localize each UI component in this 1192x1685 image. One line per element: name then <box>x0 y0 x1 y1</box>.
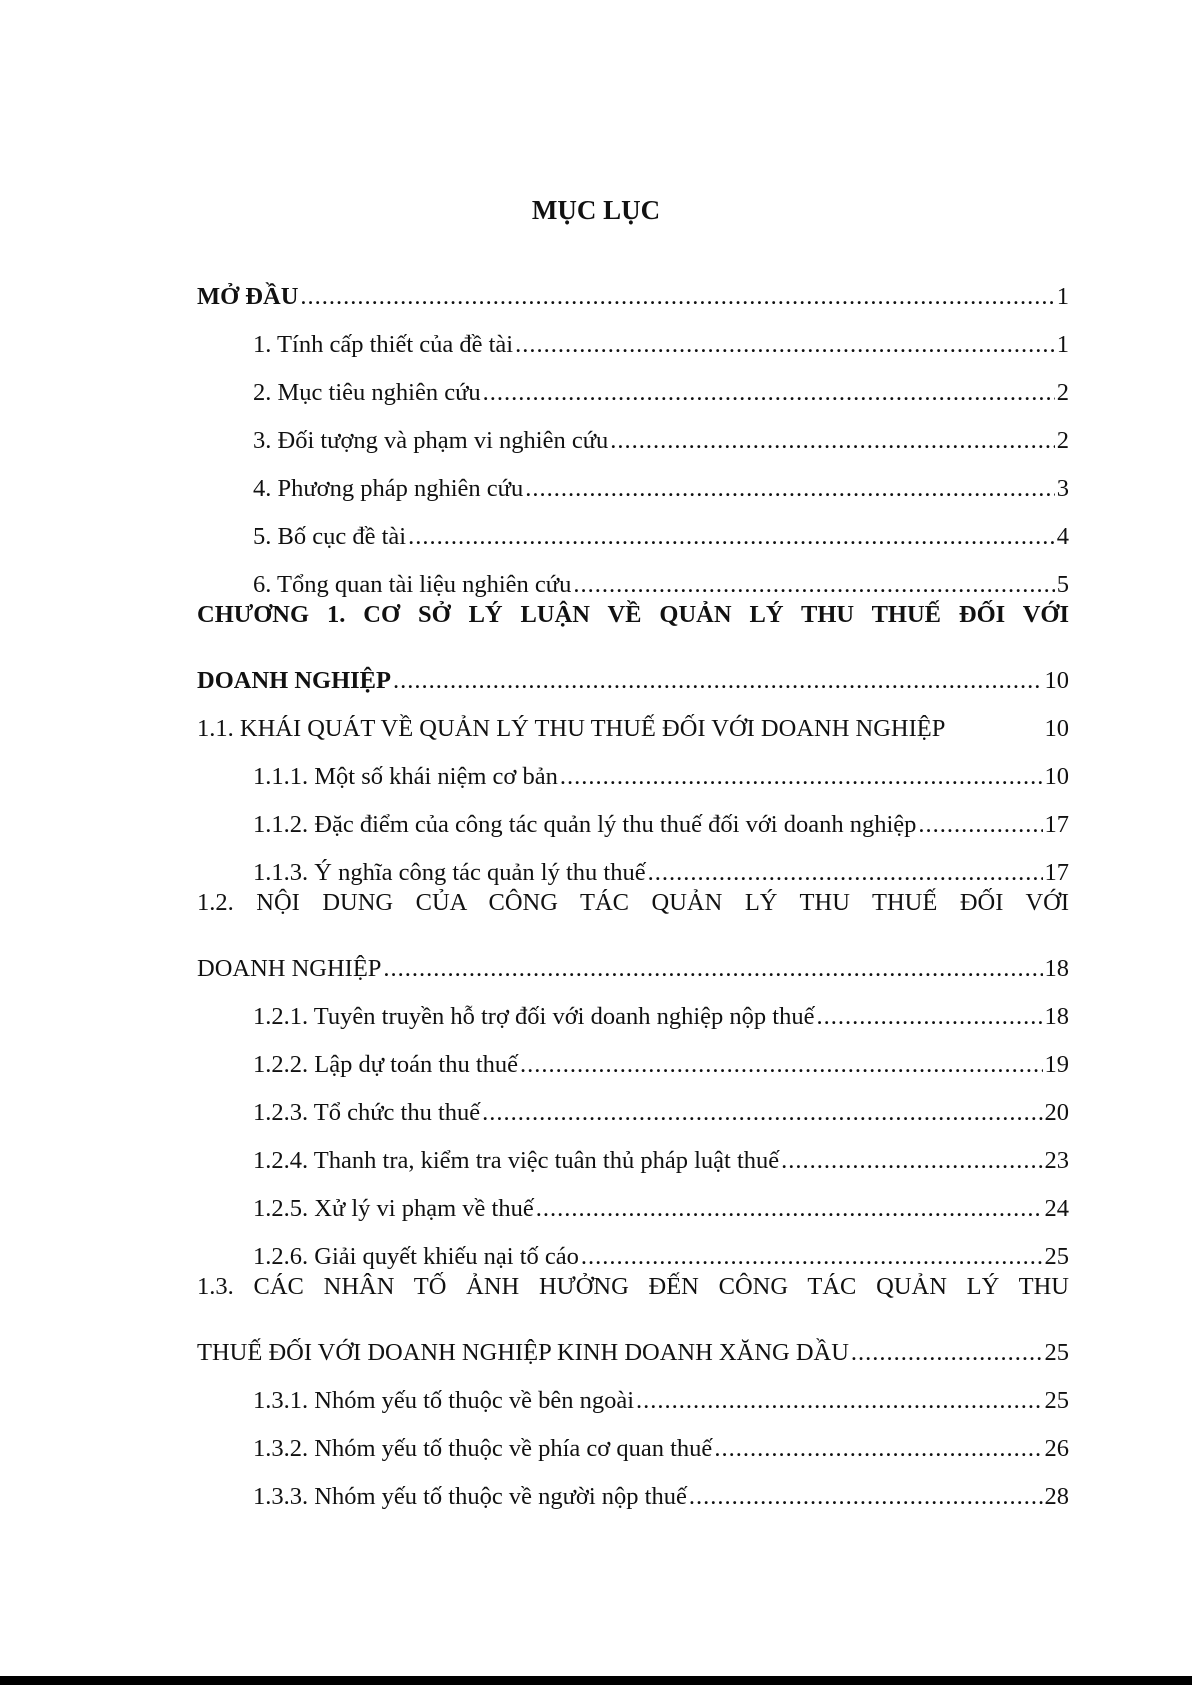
toc-title: MỤC LỤC <box>531 195 661 225</box>
toc-leader-dots <box>520 1050 1042 1080</box>
toc-entry <box>197 312 1069 360</box>
toc-entry-label: 4. Phương pháp nghiên cứu <box>253 475 524 502</box>
toc-entry-label: 1.1. KHÁI QUÁT VỀ QUẢN LÝ THU THUẾ ĐỐI VỚI DOANH NGHIỆP <box>197 715 946 742</box>
toc-entry-label: 1.3.3. Nhóm yếu tố thuộc về người nộp thuế <box>253 1483 687 1510</box>
toc-entry-label: 5. Bố cục đề tài <box>253 523 407 550</box>
toc-leader-dots <box>525 474 1055 504</box>
toc-entry-page-number: 23 <box>1044 1147 1069 1174</box>
toc-entry <box>197 264 1069 312</box>
toc-leader-dots <box>536 1194 1043 1224</box>
toc-entry-label: 1.1.1. Một số khái niệm cơ bản <box>253 763 558 790</box>
toc-entry <box>197 744 1069 792</box>
toc-entry-label: 1.2.5. Xử lý vi phạm về thuế <box>253 1195 534 1222</box>
toc-entry-page-number: 3 <box>1056 475 1069 502</box>
toc-entry <box>197 1320 1069 1368</box>
toc-entry <box>197 1128 1069 1176</box>
toc-entry-page-number: 28 <box>1044 1483 1069 1510</box>
toc-entry-label: THUẾ ĐỐI VỚI DOANH NGHIỆP KINH DOANH XĂNG DẦU <box>197 1339 849 1366</box>
toc-entry-page-number: 25 <box>1044 1387 1069 1414</box>
toc-entry <box>197 360 1069 408</box>
toc-entry-label: CHƯƠNG 1. CƠ SỞ LÝ LUẬN VỀ QUẢN LÝ THU THUẾ ĐỐI VỚI <box>197 601 1069 628</box>
toc-entry-label: 2. Mục tiêu nghiên cứu <box>253 379 481 406</box>
toc-entry-page-number: 1 <box>1056 331 1069 358</box>
toc-entry <box>197 1272 1069 1320</box>
toc-entry <box>197 1464 1069 1512</box>
toc-entry-label: DOANH NGHIỆP <box>197 667 391 694</box>
toc-leader-dots <box>636 1386 1042 1416</box>
toc-leader-dots <box>515 330 1055 360</box>
toc-entry-page-number: 4 <box>1056 523 1069 550</box>
toc-entry-page-number: 10 <box>1044 715 1069 742</box>
toc-leader-dots <box>482 1098 1042 1128</box>
toc-entry-label: 1.1.3. Ý nghĩa công tác quản lý thu thuế <box>253 859 646 886</box>
toc-leader-dots <box>581 1242 1043 1272</box>
toc-leader-dots <box>851 1338 1043 1368</box>
toc-entry-label: 1.3. CÁC NHÂN TỐ ẢNH HƯỞNG ĐẾN CÔNG TÁC QUẢN LÝ THU <box>197 1273 1069 1300</box>
toc-entry <box>197 504 1069 552</box>
toc-entry <box>197 600 1069 648</box>
toc-entry-label: 1.2.4. Thanh tra, kiểm tra việc tuân thủ pháp luật thuế <box>253 1147 780 1174</box>
toc-leader-dots <box>560 762 1043 792</box>
toc-entry-label: 1.2. NỘI DUNG CỦA CÔNG TÁC QUẢN LÝ THU THUẾ ĐỐI VỚI <box>197 889 1069 916</box>
toc-entry-page-number: 25 <box>1044 1339 1069 1366</box>
toc-entry-label: 1.2.1. Tuyên truyền hỗ trợ đối với doanh nghiệp nộp thuế <box>253 1003 815 1030</box>
toc-leader-dots <box>816 1002 1042 1032</box>
toc-entry <box>197 1080 1069 1128</box>
toc-leader-dots <box>648 858 1043 888</box>
toc-entry-label: 3. Đối tượng và phạm vi nghiên cứu <box>253 427 609 454</box>
toc-leader-dots <box>918 810 1042 840</box>
toc-leader-dots <box>573 570 1054 600</box>
toc-entry-label: 1.2.3. Tổ chức thu thuế <box>253 1099 481 1126</box>
toc-entry <box>197 456 1069 504</box>
toc-entry <box>197 1176 1069 1224</box>
toc-entry-page-number: 2 <box>1056 379 1069 406</box>
toc-entry <box>197 1224 1069 1272</box>
toc-entry-label: 6. Tổng quan tài liệu nghiên cứu <box>253 571 572 598</box>
toc-entry <box>197 408 1069 456</box>
toc-entry-page-number: 19 <box>1044 1051 1069 1078</box>
toc-entry <box>197 1032 1069 1080</box>
toc-entry <box>197 984 1069 1032</box>
toc-entry <box>197 696 1069 744</box>
toc-leader-dots <box>408 522 1055 552</box>
toc-entry-label: 1. Tính cấp thiết của đề tài <box>253 331 514 358</box>
toc-entry-label: 1.3.1. Nhóm yếu tố thuộc về bên ngoài <box>253 1387 635 1414</box>
table-of-contents <box>197 264 1069 1512</box>
toc-leader-dots <box>781 1146 1042 1176</box>
toc-entry-page-number: 5 <box>1056 571 1069 598</box>
toc-leader-dots <box>689 1482 1043 1512</box>
toc-entry <box>197 648 1069 696</box>
toc-leader-dots <box>610 426 1055 456</box>
toc-entry <box>197 888 1069 936</box>
toc-entry-label: MỞ ĐẦU <box>197 283 299 310</box>
toc-entry-page-number: 26 <box>1044 1435 1069 1462</box>
toc-entry <box>197 1416 1069 1464</box>
toc-entry-label: 1.1.2. Đặc điểm của công tác quản lý thu thuế đối với doanh nghiệp <box>253 811 917 838</box>
toc-entry-page-number: 2 <box>1056 427 1069 454</box>
toc-entry-label: DOANH NGHIỆP <box>197 955 382 982</box>
toc-entry-page-number: 1 <box>1056 283 1069 310</box>
toc-entry-page-number: 10 <box>1044 763 1069 790</box>
toc-leader-dots <box>300 282 1054 312</box>
page-bottom-edge <box>0 1676 1192 1685</box>
toc-entry-page-number: 17 <box>1044 811 1069 838</box>
toc-entry-label: 1.3.2. Nhóm yếu tố thuộc về phía cơ quan thuế <box>253 1435 713 1462</box>
toc-entry-page-number: 24 <box>1044 1195 1069 1222</box>
toc-entry <box>197 552 1069 600</box>
toc-entry-page-number: 10 <box>1044 667 1069 694</box>
toc-entry-page-number: 17 <box>1044 859 1069 886</box>
toc-entry-label: 1.2.2. Lập dự toán thu thuế <box>253 1051 519 1078</box>
toc-entry <box>197 1368 1069 1416</box>
toc-entry-page-number: 18 <box>1044 955 1069 982</box>
toc-entry-page-number: 25 <box>1044 1243 1069 1270</box>
toc-entry <box>197 792 1069 840</box>
toc-entry <box>197 936 1069 984</box>
toc-entry-label: 1.2.6. Giải quyết khiếu nại tố cáo <box>253 1243 579 1270</box>
toc-entry <box>197 840 1069 888</box>
toc-leader-dots <box>483 378 1055 408</box>
toc-leader-dots <box>383 954 1042 984</box>
toc-entry-page-number: 20 <box>1044 1099 1069 1126</box>
toc-leader-dots <box>393 666 1043 696</box>
toc-leader-dots <box>714 1434 1042 1464</box>
toc-entry-page-number: 18 <box>1044 1003 1069 1030</box>
